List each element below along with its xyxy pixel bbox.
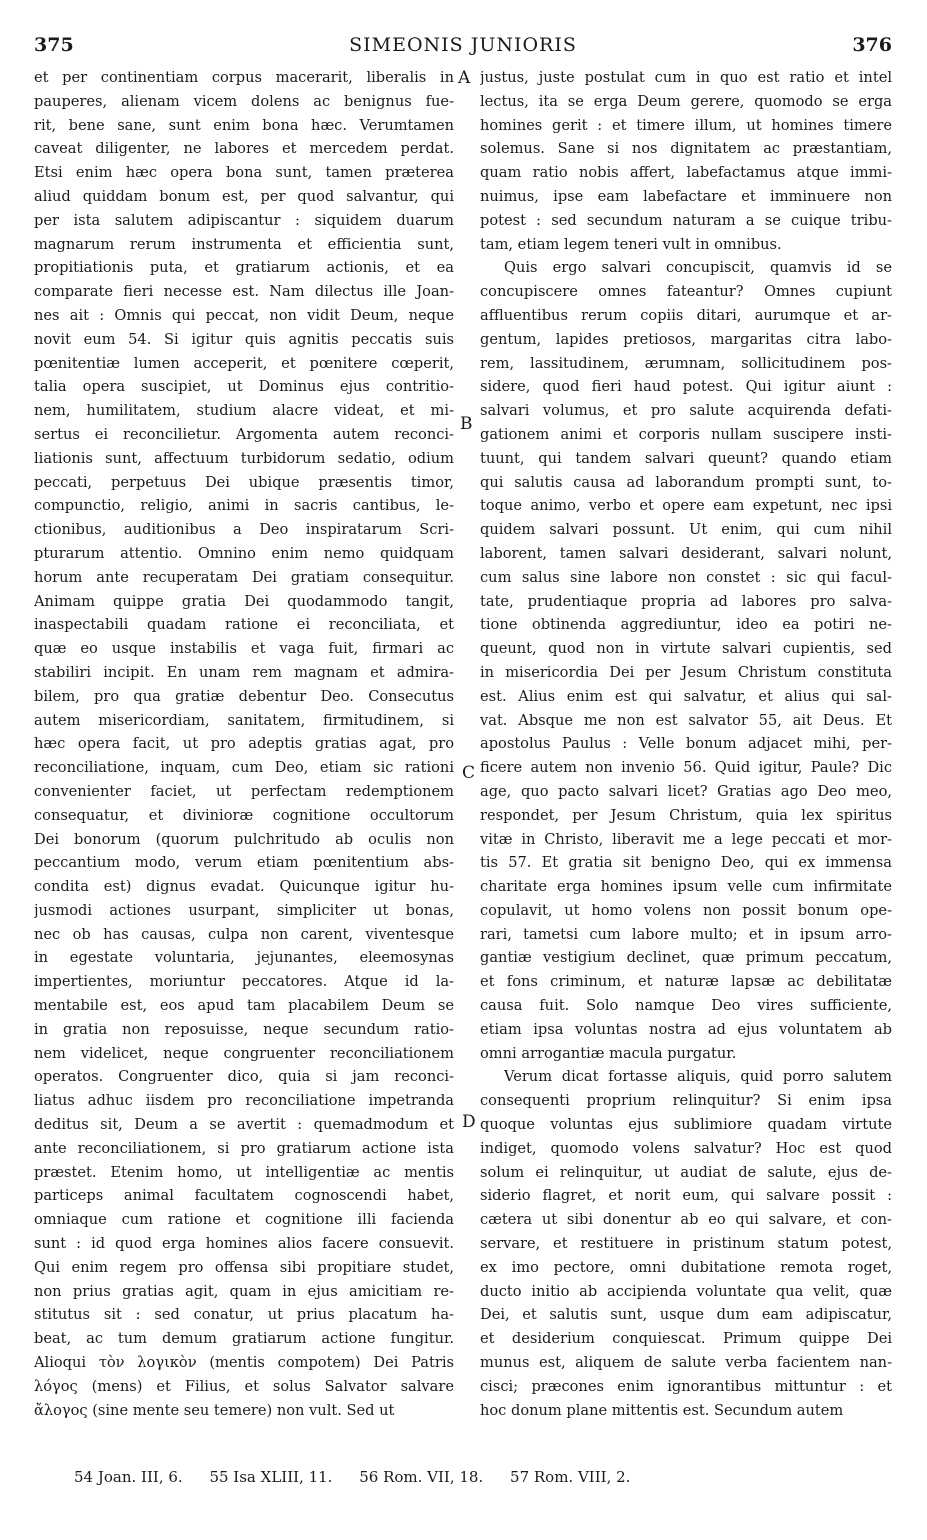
text-line: Verum dicat fortasse aliquis, quid porro salutem <box>504 1068 892 1086</box>
text-line: rem, lassitudinem, ærumnam, sollicitudinem pos- <box>480 354 892 372</box>
text-line: Qui enim regem pro offensa sibi propitiare studet, <box>34 1258 454 1276</box>
text-line: potest : sed secundum naturam a se cuique tribu- <box>480 211 892 229</box>
text-line: deditus sit, Deum a se avertit : quemadmodum et <box>34 1116 454 1134</box>
text-line: particeps animal facultatem cognoscendi habet, <box>34 1187 454 1205</box>
text-line: tuunt, qui tandem salvari queunt? quando etiam <box>480 449 892 467</box>
text-line: est. Alius enim est qui salvatur, et alius qui sal- <box>480 687 892 705</box>
text-line: nem videlicet, neque congruenter reconciliationem <box>34 1044 454 1062</box>
text-line: munus est, aliquem de salute verba facientem nan- <box>480 1354 892 1372</box>
text-line: homines gerit : et timere illum, ut homines timere <box>480 116 892 134</box>
text-line: stitutus sit : sed conatur, ut prius placatum ha- <box>34 1306 454 1324</box>
text-line: queunt, quod non in virtute salvari cupientis, sed <box>480 640 892 658</box>
text-line: horum ante recuperatam Dei gratiam consequitur. <box>34 568 454 586</box>
text-line: gentum, lapides pretiosos, margaritas citra labo- <box>480 330 892 348</box>
text-line: convenienter faciet, ut perfectam redemptionem <box>34 782 454 800</box>
text-line: reconciliatione, inquam, cum Deo, etiam sic rationi <box>34 759 454 777</box>
text-line: magnarum rerum instrumenta et efficientia sunt, <box>34 235 454 253</box>
text-line: quidem salvari possunt. Ut enim, qui cum nihil <box>480 521 892 539</box>
text-line: quæ eo usque instabilis et vaga fuit, firmari ac <box>34 640 454 658</box>
text-line: impertientes, moriuntur peccatores. Atque id la- <box>34 973 454 991</box>
text-line: lectus, ita se erga Deum gerere, quomodo se erga <box>480 92 892 110</box>
text-line: tate, prudentiaque propria ad labores pro salva- <box>480 592 892 610</box>
right-column <box>480 66 892 1422</box>
text-line: vat. Absque me non est salvator 55, ait Deus. Et <box>480 711 892 729</box>
text-line: ex imo pectore, omni dubitatione remota roget, <box>480 1258 892 1276</box>
text-line: ante reconciliationem, si pro gratiarum actione ista <box>34 1139 454 1157</box>
text-line: sunt : id quod erga homines alios facere consuevit. <box>34 1235 454 1253</box>
footnote: 55 Isa XLIII, 11. <box>209 1468 333 1486</box>
text-line: in gratia non reposuisse, neque secundum ratio- <box>34 1020 454 1038</box>
text-line: servare, et restituere in pristinum statum potest, <box>480 1235 892 1253</box>
text-line: Etsi enim hæc opera bona sunt, tamen præterea <box>34 164 454 182</box>
text-line: hoc donum plane mittentis est. Secundum autem <box>480 1401 844 1419</box>
text-line: aliud quiddam bonum est, per quod salvantur, qui <box>34 187 454 205</box>
text-line: beat, ac tum demum gratiarum actione fungitur. <box>34 1330 454 1348</box>
text-line: nec ob has causas, culpa non carent, viventesque <box>34 925 454 943</box>
footnote: 54 Joan. III, 6. <box>74 1468 183 1486</box>
text-line: Alioqui τὸν λογικὸν (mentis compotem) Dei Patris <box>34 1354 454 1372</box>
text-line: nes ait : Omnis qui peccat, non vidit Deum, neque <box>34 306 454 324</box>
text-line: causa fuit. Solo namque Deo vires sufficiente, <box>480 997 892 1015</box>
text-line: Quis ergo salvari concupiscit, quamvis id se <box>504 259 892 277</box>
text-line: talia opera suscipiet, ut Dominus ejus contritio- <box>34 378 454 396</box>
text-line: mentabile est, eos apud tam placabilem Deum se <box>34 997 454 1015</box>
section-marker-b: B <box>460 414 473 434</box>
text-line: ficere autem non invenio 56. Quid igitur, Paule? Dic <box>480 759 892 777</box>
text-line: etiam ipsa voluntas nostra ad ejus voluntatem ab <box>480 1020 892 1038</box>
text-line: siderio flagret, et norit eum, qui salvare possit : <box>480 1187 892 1205</box>
text-line: gationem animi et corporis nullam suscipere insti- <box>480 425 892 443</box>
footnote: 56 Rom. VII, 18. <box>359 1468 484 1486</box>
text-line: laborent, tamen salvari desiderant, salvari nolunt, <box>480 544 892 562</box>
text-line: solum ei relinquitur, ut audiat de salute, ejus de- <box>480 1163 892 1181</box>
text-line: ctionibus, auditionibus a Deo inspiratarum Scri- <box>34 521 454 539</box>
text-line: sertus ei reconcilietur. Argomenta autem reconci- <box>34 425 454 443</box>
section-marker-a: A <box>458 68 471 88</box>
text-line: cætera ut sibi donentur ab eo qui salvare, et con- <box>480 1211 892 1229</box>
text-line: in misericordia Dei per Jesum Christum constituta <box>480 663 892 681</box>
text-line: caveat diligenter, ne labores et mercedem perdat. <box>34 140 454 158</box>
text-line: in egestate voluntaria, jejunantes, eleemosynas <box>34 949 454 967</box>
text-line: jusmodi actiones usurpant, simpliciter ut bonas, <box>34 901 454 919</box>
text-line: liationis sunt, affectuum turbidorum sedatio, odium <box>34 449 454 467</box>
text-line: et per continentiam corpus macerarit, liberalis in <box>34 69 454 86</box>
text-line: pturarum attentio. Omnino enim nemo quidquam <box>34 544 454 562</box>
text-line: nuimus, ipse eam labefactare et imminuere non <box>480 187 892 205</box>
running-header <box>34 34 892 62</box>
text-line: quam ratio nobis affert, labefactamus atque immi- <box>480 164 892 182</box>
text-line: apostolus Paulus : Velle bonum adjacet mihi, per- <box>480 735 892 753</box>
text-line: bilem, pro qua gratiæ debentur Deo. Consecutus <box>34 687 454 705</box>
text-line: vitæ in Christo, liberavit me a lege peccati et mor- <box>480 830 892 848</box>
footnote: 57 Rom. VIII, 2. <box>510 1468 631 1486</box>
text-line: respondet, per Jesum Christum, quia lex spiritus <box>480 806 892 824</box>
text-line: inaspectabili quadam ratione ei reconciliata, et <box>34 616 454 634</box>
text-line: rit, bene sane, sunt enim bona hæc. Verumtamen <box>34 116 454 134</box>
text-line: liatus adhuc iisdem pro reconciliatione impetranda <box>34 1092 454 1110</box>
text-line: hæc opera facit, ut pro adeptis gratias agat, pro <box>34 735 454 753</box>
text-line: compunctio, religio, animi in sacris cantibus, le- <box>34 497 454 515</box>
text-line: autem misericordiam, sanitatem, firmitudinem, si <box>34 711 454 729</box>
text-line: ducto initio ab accipienda voluntate qua velit, quæ <box>480 1282 892 1300</box>
text-line: comparate fieri necesse est. Nam dilectus ille Joan- <box>34 283 454 301</box>
text-line: consequatur, et divinioræ cognitione occultorum <box>34 806 454 824</box>
text-line: Animam quippe gratia Dei quodammodo tangit, <box>34 592 454 610</box>
text-line: præstet. Etenim homo, ut intelligentiæ ac mentis <box>34 1163 454 1181</box>
section-marker-c: C <box>462 763 476 783</box>
text-line: per ista salutem adipiscantur : siquidem duarum <box>34 211 454 229</box>
text-line: omni arrogantiæ macula purgatur. <box>480 1044 737 1062</box>
text-line: cisci; præcones enim ignorantibus mittuntur : et <box>480 1377 892 1395</box>
text-line: et fons criminum, et naturæ lapsæ ac debilitatæ <box>480 973 892 991</box>
page-number-right: 376 <box>852 34 892 56</box>
text-line: qui salutis causa ad laborandum prompti sunt, to- <box>480 473 892 491</box>
text-line: operatos. Congruenter dico, quia si jam reconci- <box>34 1068 454 1086</box>
text-line: nem, humilitatem, studium alacre videat, et mi- <box>34 402 454 420</box>
text-line: toque animo, verbo et opere eam expetunt, nec ipsi <box>480 497 892 515</box>
text-line: consequenti proprium relinquitur? Si enim ipsa <box>480 1092 892 1110</box>
text-line: peccantium modo, verum etiam pœnitentium abs- <box>34 854 454 872</box>
text-line: copulavit, ut homo volens non possit bonum ope- <box>480 901 892 919</box>
text-line: charitate erga homines ipsum velle cum infirmitate <box>480 878 892 896</box>
text-line: rari, tametsi cum labore multo; et in ipsum arro- <box>480 925 892 943</box>
text-line: peccati, perpetuus Dei ubique præsentis timor, <box>34 473 454 491</box>
text-line: stabiliri incipit. En unam rem magnam et admira- <box>34 663 454 681</box>
footnotes <box>74 1468 652 1486</box>
text-line: salvari volumus, et pro salute acquirenda defati- <box>480 402 892 420</box>
running-title: SIMEONIS JUNIORIS <box>349 34 577 56</box>
page-number-left: 375 <box>34 34 74 56</box>
text-line: sidere, quod fieri haud potest. Qui igitur aiunt : <box>480 378 892 396</box>
text-line: concupiscere omnes fateantur? Omnes cupiunt <box>480 283 892 301</box>
text-line: affluentibus rerum copiis ditari, aurumque et ar- <box>480 306 892 324</box>
text-line: ἄλογος (sine mente seu temere) non vult. Sed ut <box>34 1401 395 1419</box>
text-line: gantiæ vestigium declinet, quæ primum peccatum, <box>480 949 892 967</box>
text-line: solemus. Sane si nos dignitatem ac præstantiam, <box>480 140 892 158</box>
left-column <box>34 66 454 1422</box>
text-line: Dei bonorum (quorum pulchritudo ab oculis non <box>34 830 454 848</box>
text-line: indiget, quomodo volens salvatur? Hoc est quod <box>480 1139 892 1157</box>
text-line: non prius gratias agit, quam in ejus amicitiam re- <box>34 1282 454 1300</box>
text-line: Dei, et salutis sunt, usque dum eam adipiscatur, <box>480 1306 892 1324</box>
text-line: cum salus sine labore non constet : sic qui facul- <box>480 568 892 586</box>
text-line: tione obtinenda aggrediuntur, ideo ea potiri ne- <box>480 616 892 634</box>
section-marker-d: D <box>462 1112 476 1132</box>
text-line: propitiationis puta, et gratiarum actionis, et ea <box>34 259 454 277</box>
text-line: novit eum 54. Si igitur quis agnitis peccatis suis <box>34 330 454 348</box>
text-line: et desiderium conquiescat. Primum quippe Dei <box>480 1330 892 1348</box>
text-line: λόγος (mens) et Filius, et solus Salvator salvare <box>34 1377 454 1395</box>
text-line: quoque voluntas ejus sublimiore quadam virtute <box>480 1116 892 1134</box>
text-line: tam, etiam legem teneri vult in omnibus. <box>480 235 782 253</box>
text-line: tis 57. Et gratia sit benigno Deo, qui ex immensa <box>480 854 892 872</box>
text-line: condita est) dignus evadat. Quicunque igitur hu- <box>34 878 454 896</box>
text-line: pauperes, alienam vicem dolens ac benignus fue- <box>34 92 454 110</box>
text-line: age, quo pacto salvari licet? Gratias ago Deo meo, <box>480 782 892 800</box>
text-line: justus, juste postulat cum in quo est ratio et intel <box>480 69 892 86</box>
text-line: pœnitentiæ lumen acceperit, et pœnitere cœperit, <box>34 354 454 372</box>
text-line: omniaque cum ratione et cognitione illi facienda <box>34 1211 454 1229</box>
